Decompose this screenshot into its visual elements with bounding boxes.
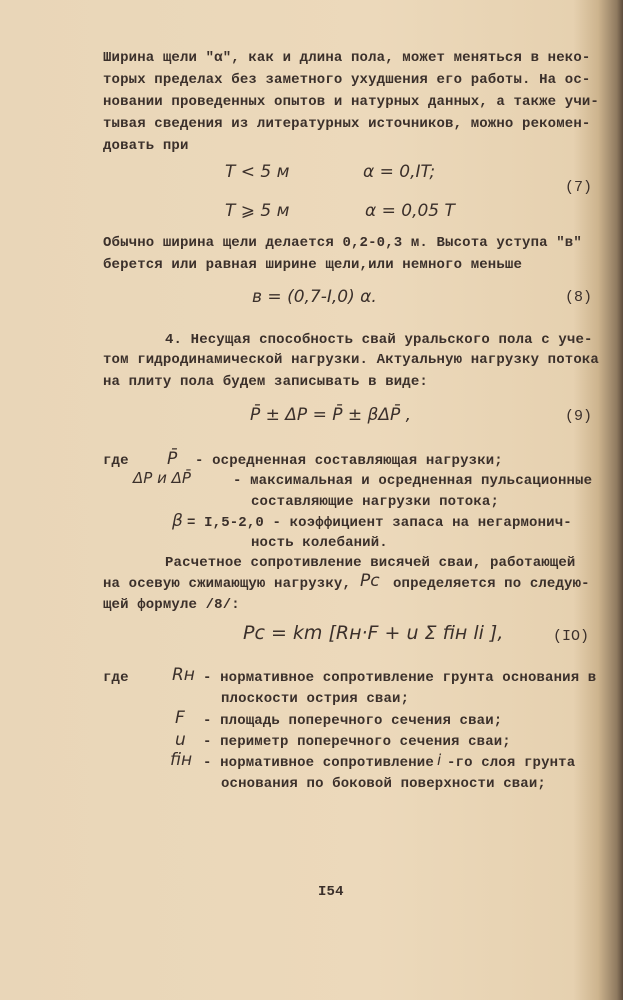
symbol: fiн (170, 750, 193, 770)
text-line: - осредненная составляющая нагрузки; (195, 453, 503, 469)
text-line: том гидродинамической нагрузки. Актуальную нагрузку потока (103, 352, 599, 368)
symbol: Pc (360, 571, 380, 591)
text-line: тывая сведения из литературных источников, можно рекомен- (103, 116, 591, 132)
where-label: где (103, 453, 129, 469)
equation-number: (8) (565, 289, 593, 306)
text-line: щей формуле /8/: (103, 597, 240, 613)
eq9-formula: P̄ ± ΔP = P̄ ± βΔP̄ , (250, 405, 412, 425)
text-line: - площадь поперечного сечения сваи; (203, 713, 503, 729)
text-line: новании проведенных опытов и натурных данных, а также учи- (103, 94, 599, 110)
text-line: на плиту пола будем записывать в виде: (103, 374, 428, 390)
symbol: u (175, 730, 186, 750)
text-line: - нормативное сопротивление (203, 755, 434, 771)
text-line: ность колебаний. (251, 535, 388, 551)
eq7-condition-1: T < 5 м (225, 162, 290, 182)
eq10-formula: Pc = km [Rн·F + u Σ fiн li ], (243, 622, 504, 644)
text-line: - периметр поперечного сечения сваи; (203, 734, 511, 750)
where-label: где (103, 670, 129, 686)
text-line: довать при (103, 138, 189, 154)
page-number: I54 (318, 884, 344, 900)
symbol: P̄ (167, 449, 178, 469)
text-line: = I,5-2,0 - коэффициент запаса на негармонич- (187, 515, 572, 531)
equation-number: (7) (565, 179, 593, 196)
text-line: Обычно ширина щели делается 0,2-0,3 м. Высота уступа "в" (103, 235, 582, 251)
text-line: основания по боковой поверхности сваи; (221, 776, 546, 792)
text-line: составляющие нагрузки потока; (251, 494, 499, 510)
eq7-value-2: α = 0,05 T (365, 201, 455, 221)
text-line: Ширина щели "α", как и длина пола, может меняться в неко- (103, 50, 591, 66)
eq7-condition-2: T ⩾ 5 м (225, 201, 290, 221)
eq8-formula: в = (0,7-I,0) α. (252, 287, 377, 307)
equation-number: (9) (565, 408, 593, 425)
text-line: - максимальная и осредненная пульсационные (233, 473, 593, 489)
eq7-value-1: α = 0,IT; (363, 162, 436, 182)
symbol: F (175, 708, 185, 728)
equation-number: (IO) (553, 628, 590, 645)
text-line: Расчетное сопротивление висячей сваи, работающей (165, 555, 576, 571)
symbol: ΔP и ΔP̄ (133, 469, 191, 487)
text-line: торых пределах без заметного ухудшения его работы. На ос- (103, 72, 591, 88)
symbol: i (437, 751, 442, 769)
text-line: определяется по следую- (393, 576, 590, 592)
text-line: на осевую сжимающую нагрузку, (103, 576, 351, 592)
symbol: Rн (172, 665, 195, 685)
text-line: 4. Несущая способность свай уральского пола с уче- (165, 332, 593, 348)
text-line: плоскости острия сваи; (221, 691, 410, 707)
text-line: - нормативное сопротивление грунта основания в (203, 670, 597, 686)
symbol: β (172, 511, 183, 531)
text-line: -го слоя грунта (447, 755, 576, 771)
text-line: берется или равная ширине щели,или немного меньше (103, 257, 523, 273)
